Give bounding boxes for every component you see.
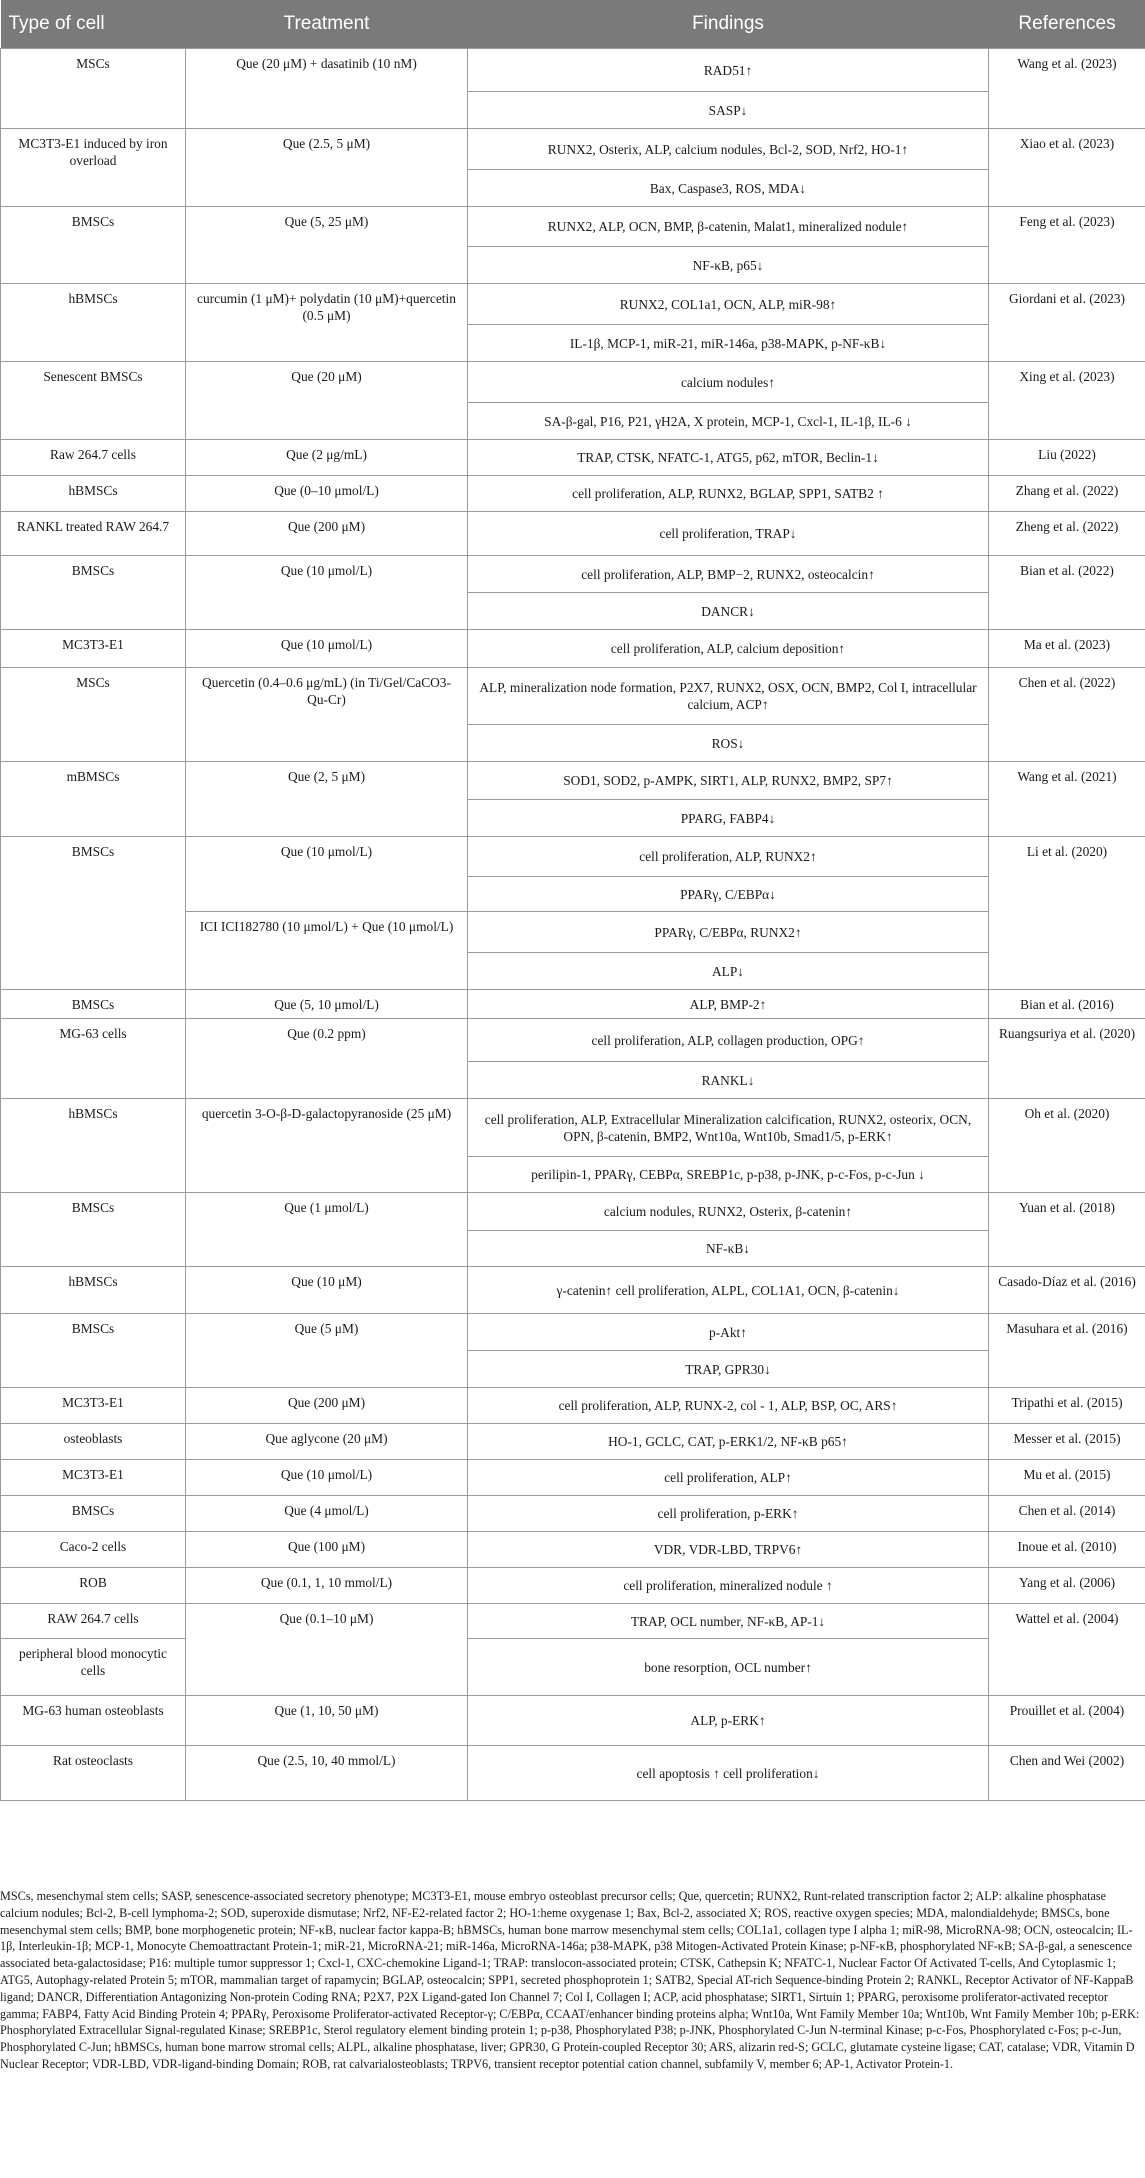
cell-finding: IL-1β, MCP-1, miR-21, miR-146a, p38-MAPK, p-NF-κB↓ bbox=[468, 325, 989, 362]
cell-finding: SA-β-gal, P16, P21, γH2A, X protein, MCP-1, Cxcl-1, IL-1β, IL-6 ↓ bbox=[468, 403, 989, 440]
table-row bbox=[1, 1193, 1145, 1231]
cell-finding: Bax, Caspase3, ROS, MDA↓ bbox=[468, 170, 989, 207]
cell-treatment: Que (2, 5 μM) bbox=[186, 762, 468, 837]
cell-treatment: Que (10 μmol/L) bbox=[186, 837, 468, 912]
cell-finding: cell proliferation, ALP, RUNX2↑ bbox=[468, 837, 989, 877]
cell-finding: NF-κB↓ bbox=[468, 1231, 989, 1267]
cell-reference: Yang et al. (2006) bbox=[989, 1568, 1145, 1604]
table-row bbox=[1, 440, 1145, 476]
cell-finding: ALP, p-ERK↑ bbox=[468, 1696, 989, 1746]
cell-finding: cell proliferation, ALP, Extracellular Mineralization calcification, RUNX2, osteorix, OCN, OPN, β-catenin, BMP2, Wnt10a, Wnt10b, Smad1/5, p-ERK↑ bbox=[468, 1099, 989, 1157]
cell-treatment: Que aglycone (20 μM) bbox=[186, 1424, 468, 1460]
cell-finding: γ-catenin↑ cell proliferation, ALPL, COL1A1, OCN, β-catenin↓ bbox=[468, 1267, 989, 1314]
cell-treatment: Que (5 μM) bbox=[186, 1314, 468, 1388]
table-row bbox=[1, 668, 1145, 725]
header-references: References bbox=[989, 0, 1145, 49]
table-row bbox=[1, 630, 1145, 668]
cell-finding: perilipin-1, PPARγ, CEBPα, SREBP1c, p-p38, p-JNK, p-c-Fos, p-c-Jun ↓ bbox=[468, 1157, 989, 1193]
cell-type: Rat osteoclasts bbox=[1, 1746, 186, 1801]
cell-reference: Inoue et al. (2010) bbox=[989, 1532, 1145, 1568]
cell-treatment: Que (20 μM) bbox=[186, 362, 468, 440]
table-row bbox=[1, 1460, 1145, 1496]
cell-reference: Prouillet et al. (2004) bbox=[989, 1696, 1145, 1746]
cell-type: hBMSCs bbox=[1, 284, 186, 362]
table-row bbox=[1, 1388, 1145, 1424]
cell-treatment: Que (2.5, 10, 40 mmol/L) bbox=[186, 1746, 468, 1801]
cell-finding: TRAP, GPR30↓ bbox=[468, 1351, 989, 1388]
cell-treatment: ICI ICI182780 (10 μmol/L) + Que (10 μmol/L) bbox=[186, 912, 468, 990]
cell-type: Raw 264.7 cells bbox=[1, 440, 186, 476]
cell-reference: Liu (2022) bbox=[989, 440, 1145, 476]
cell-reference: Bian et al. (2022) bbox=[989, 556, 1145, 630]
table-row bbox=[1, 1019, 1145, 1062]
cell-type: RAW 264.7 cells bbox=[1, 1604, 186, 1639]
header-treatment: Treatment bbox=[186, 0, 468, 49]
cell-finding: calcium nodules↑ bbox=[468, 362, 989, 403]
table-row bbox=[1, 762, 1145, 800]
cell-type: BMSCs bbox=[1, 1314, 186, 1388]
cell-treatment: Que (0.1–10 μM) bbox=[186, 1604, 468, 1696]
cell-type: MSCs bbox=[1, 49, 186, 129]
cell-finding: calcium nodules, RUNX2, Osterix, β-catenin↑ bbox=[468, 1193, 989, 1231]
cell-treatment: Que (100 μM) bbox=[186, 1532, 468, 1568]
table-row bbox=[1, 837, 1145, 877]
cell-type: hBMSCs bbox=[1, 476, 186, 512]
cell-reference: Mu et al. (2015) bbox=[989, 1460, 1145, 1496]
header-findings: Findings bbox=[468, 0, 989, 49]
cell-treatment: Que (0.1, 1, 10 mmol/L) bbox=[186, 1568, 468, 1604]
table-row bbox=[1, 556, 1145, 593]
cell-treatment: Que (200 μM) bbox=[186, 512, 468, 556]
cell-treatment: Que (5, 25 μM) bbox=[186, 207, 468, 284]
cell-finding: ROS↓ bbox=[468, 725, 989, 762]
cell-type: mBMSCs bbox=[1, 762, 186, 837]
cell-finding: p-Akt↑ bbox=[468, 1314, 989, 1351]
cell-treatment: Que (10 μmol/L) bbox=[186, 556, 468, 630]
cell-reference: Masuhara et al. (2016) bbox=[989, 1314, 1145, 1388]
cell-reference: Xiao et al. (2023) bbox=[989, 129, 1145, 207]
cell-reference: Zheng et al. (2022) bbox=[989, 512, 1145, 556]
cell-type: peripheral blood monocytic cells bbox=[1, 1639, 186, 1696]
cell-treatment: Que (10 μmol/L) bbox=[186, 630, 468, 668]
cell-treatment: Que (2.5, 5 μM) bbox=[186, 129, 468, 207]
cell-treatment: Que (10 μM) bbox=[186, 1267, 468, 1314]
cell-type: MG-63 cells bbox=[1, 1019, 186, 1099]
cell-type: ROB bbox=[1, 1568, 186, 1604]
cell-type: osteoblasts bbox=[1, 1424, 186, 1460]
cell-treatment: Que (0.2 ppm) bbox=[186, 1019, 468, 1099]
cell-finding: DANCR↓ bbox=[468, 593, 989, 630]
cell-finding: cell proliferation, ALP, BMP−2, RUNX2, osteocalcin↑ bbox=[468, 556, 989, 593]
cell-finding: cell proliferation, mineralized nodule ↑ bbox=[468, 1568, 989, 1604]
cell-finding: PPARG, FABP4↓ bbox=[468, 800, 989, 837]
table-row bbox=[1, 207, 1145, 247]
cell-reference: Wang et al. (2023) bbox=[989, 49, 1145, 129]
table-footnote: MSCs, mesenchymal stem cells; SASP, senescence-associated secretory phenotype; MC3T3-E1, mouse embryo osteoblast precursor cells; Que, quercetin; RUNX2, Runt-related transcription factor 2; ALP: alkaline phosphatase calcium nodules; Bcl-2, B-cell lymphoma-2; SOD, superoxide dismutase; Nrf2, NF-E2-related factor 2; HO-1:heme oxygenase 1; Bax, Bcl-2, associated X; ROS, reactive oxygen species; MDA, malondialdehyde; BMSCs, bone mesenchymal stem cells; BMP, bone morphogenetic protein; NF-κB, nuclear factor kappa-B; hBMSCs, human bone marrow mesenchymal stem cells; COL1a1, collagen type I alpha 1; miR-98, MicroRNA-98; OCN, osteocalcin; IL-1β, Interleukin-1β; MCP-1, Monocyte Chemoattractant Protein-1; miR-21, MicroRNA-21; miR-146a, MicroRNA-146a; p38-MAPK, p38 Mitogen-Activated Protein Kinase; p-NF-κB, phosphorylated NF-κB; SA-β-gal, a senescence associated beta-galactosidase; P16: multiple tumor suppressor 1; Cxcl-1, CXC-chemokine Ligand-1; TRAP: translocon-associated protein; CTSK, Cathepsin K; NFATC-1, Nuclear Factor Of Activated T-cells, And Cytoplasmic 1; ATG5, Autophagy-related Protein 5; mTOR, mammalian target of rapamycin; BGLAP, osteocalcin; SPP1, secreted phosphoprotein 1; SATB2, Special AT-rich Sequence-binding Protein 2; RANKL, Receptor Activator of NF-KappaB ligand; DANCR, Differentiation Antagonizing Non-protein Coding RNA; P2X7, P2X Ligand-gated Ion Channel 7; Col I, Collagen I; ACP, acid phosphatase; SIRT1, Sirtuin 1; PPARG, peroxisome proliferator-activated receptor gamma; FABP4, Fatty Acid Binding Protein 4; PPARγ, Peroxisome Proliferator-activated Receptor-γ; C/EBPα, CCAAT/enhancer binding proteins alpha; Wnt10a, Wnt Family Member 10a; Wnt10b, Wnt Family Member 10b; p-ERK: Phosphorylated Extracellular Signal-regulated Kinase; SREBP1c, Sterol regulatory element binding protein 1; p-p38, Phosphorylated P38; p-JNK, Phosphorylated C-Jun N-terminal Kinase; p-c-Fos, Phosphorylated c-Fos; p-c-Jun, Phosphorylated C-Jun; hBMSCs, human bone marrow stromal cells; ALPL, alkaline phosphatase, liver; GPR30, G Protein-coupled Receptor 30; ARS, alizarin red-S; GCLC, glutamate cysteine ligase; CAT, catalase; VDR, Vitamin D Nuclear Receptor; VDR-LBD, VDR-ligand-binding Domain; ROB, rat calvarialosteoblasts; TRPV6, transient receptor potential cation channel, subfamily V, member 6; AP-1, Activator Protein-1. bbox=[0, 1889, 1140, 2071]
cell-type: MSCs bbox=[1, 668, 186, 762]
table-row bbox=[1, 1746, 1145, 1801]
table-row bbox=[1, 1639, 1145, 1696]
cell-treatment: Que (0–10 μmol/L) bbox=[186, 476, 468, 512]
cell-finding: bone resorption, OCL number↑ bbox=[468, 1639, 989, 1696]
cell-reference: Zhang et al. (2022) bbox=[989, 476, 1145, 512]
cell-type: hBMSCs bbox=[1, 1267, 186, 1314]
table-row bbox=[1, 1424, 1145, 1460]
cell-type: BMSCs bbox=[1, 556, 186, 630]
cell-type: hBMSCs bbox=[1, 1099, 186, 1193]
cell-finding: cell proliferation, p-ERK↑ bbox=[468, 1496, 989, 1532]
cell-finding: cell proliferation, ALP, RUNX2, BGLAP, SPP1, SATB2 ↑ bbox=[468, 476, 989, 512]
cell-treatment: Quercetin (0.4–0.6 μg/mL) (in Ti/Gel/CaCO3-Qu-Cr) bbox=[186, 668, 468, 762]
cell-finding: RUNX2, COL1a1, OCN, ALP, miR-98↑ bbox=[468, 284, 989, 325]
table-row bbox=[1, 129, 1145, 170]
table-row bbox=[1, 512, 1145, 556]
cell-treatment: quercetin 3-O-β-D-galactopyranoside (25 μM) bbox=[186, 1099, 468, 1193]
cell-finding: RANKL↓ bbox=[468, 1062, 989, 1099]
cell-finding: SOD1, SOD2, p-AMPK, SIRT1, ALP, RUNX2, BMP2, SP7↑ bbox=[468, 762, 989, 800]
cell-finding: RAD51↑ bbox=[468, 49, 989, 92]
cell-reference: Ruangsuriya et al. (2020) bbox=[989, 1019, 1145, 1099]
cell-finding: cell proliferation, ALP, collagen production, OPG↑ bbox=[468, 1019, 989, 1062]
cell-treatment: Que (1, 10, 50 μM) bbox=[186, 1696, 468, 1746]
cell-treatment: Que (20 μM) + dasatinib (10 nM) bbox=[186, 49, 468, 129]
cell-finding: RUNX2, Osterix, ALP, calcium nodules, Bcl-2, SOD, Nrf2, HO-1↑ bbox=[468, 129, 989, 170]
cell-reference: Bian et al. (2016) bbox=[989, 990, 1145, 1019]
table-row bbox=[1, 1604, 1145, 1639]
cell-finding: TRAP, OCL number, NF-κB, AP-1↓ bbox=[468, 1604, 989, 1639]
cell-treatment: Que (10 μmol/L) bbox=[186, 1460, 468, 1496]
cell-reference: Chen et al. (2022) bbox=[989, 668, 1145, 762]
cell-treatment: Que (2 μg/mL) bbox=[186, 440, 468, 476]
table-row bbox=[1, 1496, 1145, 1532]
cell-type: MC3T3-E1 induced by iron overload bbox=[1, 129, 186, 207]
cell-treatment: curcumin (1 μM)+ polydatin (10 μM)+quercetin (0.5 μM) bbox=[186, 284, 468, 362]
table-row bbox=[1, 284, 1145, 325]
cell-finding: cell proliferation, ALP↑ bbox=[468, 1460, 989, 1496]
cell-type: RANKL treated RAW 264.7 bbox=[1, 512, 186, 556]
cell-finding: cell apoptosis ↑ cell proliferation↓ bbox=[468, 1746, 989, 1801]
cell-finding: ALP, mineralization node formation, P2X7, RUNX2, OSX, OCN, BMP2, Col I, intracellular calcium, ACP↑ bbox=[468, 668, 989, 725]
cell-finding: RUNX2, ALP, OCN, BMP, β-catenin, Malat1, mineralized nodule↑ bbox=[468, 207, 989, 247]
cell-type: Caco-2 cells bbox=[1, 1532, 186, 1568]
table-row bbox=[1, 49, 1145, 92]
cell-type: MC3T3-E1 bbox=[1, 1388, 186, 1424]
cell-reference: Yuan et al. (2018) bbox=[989, 1193, 1145, 1267]
cell-type: BMSCs bbox=[1, 207, 186, 284]
cell-reference: Chen et al. (2014) bbox=[989, 1496, 1145, 1532]
cell-treatment: Que (1 μmol/L) bbox=[186, 1193, 468, 1267]
cell-finding: NF-κB, p65↓ bbox=[468, 247, 989, 284]
cell-type: BMSCs bbox=[1, 837, 186, 990]
table-row bbox=[1, 362, 1145, 403]
table-row bbox=[1, 1099, 1145, 1157]
table-row bbox=[1, 1568, 1145, 1604]
cell-treatment: Que (5, 10 μmol/L) bbox=[186, 990, 468, 1019]
header-type-of-cell: Type of cell bbox=[1, 0, 186, 49]
cell-finding: VDR, VDR-LBD, TRPV6↑ bbox=[468, 1532, 989, 1568]
cell-type: BMSCs bbox=[1, 1193, 186, 1267]
cell-reference: Xing et al. (2023) bbox=[989, 362, 1145, 440]
cell-treatment: Que (200 μM) bbox=[186, 1388, 468, 1424]
cell-type: BMSCs bbox=[1, 990, 186, 1019]
cell-finding: cell proliferation, ALP, calcium deposition↑ bbox=[468, 630, 989, 668]
cell-finding: TRAP, CTSK, NFATC-1, ATG5, p62, mTOR, Beclin-1↓ bbox=[468, 440, 989, 476]
table-row bbox=[1, 476, 1145, 512]
cell-reference: Feng et al. (2023) bbox=[989, 207, 1145, 284]
table-row bbox=[1, 990, 1145, 1019]
cell-type: Senescent BMSCs bbox=[1, 362, 186, 440]
cell-reference: Ma et al. (2023) bbox=[989, 630, 1145, 668]
table-row bbox=[1, 1314, 1145, 1351]
cell-reference: Oh et al. (2020) bbox=[989, 1099, 1145, 1193]
cell-reference: Giordani et al. (2023) bbox=[989, 284, 1145, 362]
cell-finding: PPARγ, C/EBPα, RUNX2↑ bbox=[468, 912, 989, 953]
cell-reference: Tripathi et al. (2015) bbox=[989, 1388, 1145, 1424]
table-row bbox=[1, 1532, 1145, 1568]
cell-finding: SASP↓ bbox=[468, 92, 989, 129]
cell-treatment: Que (4 μmol/L) bbox=[186, 1496, 468, 1532]
cell-finding: ALP, BMP-2↑ bbox=[468, 990, 989, 1019]
cell-finding: PPARγ, C/EBPα↓ bbox=[468, 877, 989, 912]
cell-reference: Casado-Díaz et al. (2016) bbox=[989, 1267, 1145, 1314]
cell-type: MC3T3-E1 bbox=[1, 1460, 186, 1496]
cell-finding: ALP↓ bbox=[468, 953, 989, 990]
cell-reference: Chen and Wei (2002) bbox=[989, 1746, 1145, 1801]
header-row bbox=[1, 0, 1145, 49]
table-row bbox=[1, 1267, 1145, 1314]
cell-finding: cell proliferation, ALP, RUNX-2, col - 1, ALP, BSP, OC, ARS↑ bbox=[468, 1388, 989, 1424]
cell-reference: Li et al. (2020) bbox=[989, 837, 1145, 990]
cell-type: MG-63 human osteoblasts bbox=[1, 1696, 186, 1746]
cell-reference: Wattel et al. (2004) bbox=[989, 1604, 1145, 1696]
cell-type: MC3T3-E1 bbox=[1, 630, 186, 668]
table-row bbox=[1, 1696, 1145, 1746]
cell-type: BMSCs bbox=[1, 1496, 186, 1532]
cell-reference: Wang et al. (2021) bbox=[989, 762, 1145, 837]
cell-reference: Messer et al. (2015) bbox=[989, 1424, 1145, 1460]
cell-finding: cell proliferation, TRAP↓ bbox=[468, 512, 989, 556]
cell-finding: HO-1, GCLC, CAT, p-ERK1/2, NF-κB p65↑ bbox=[468, 1424, 989, 1460]
